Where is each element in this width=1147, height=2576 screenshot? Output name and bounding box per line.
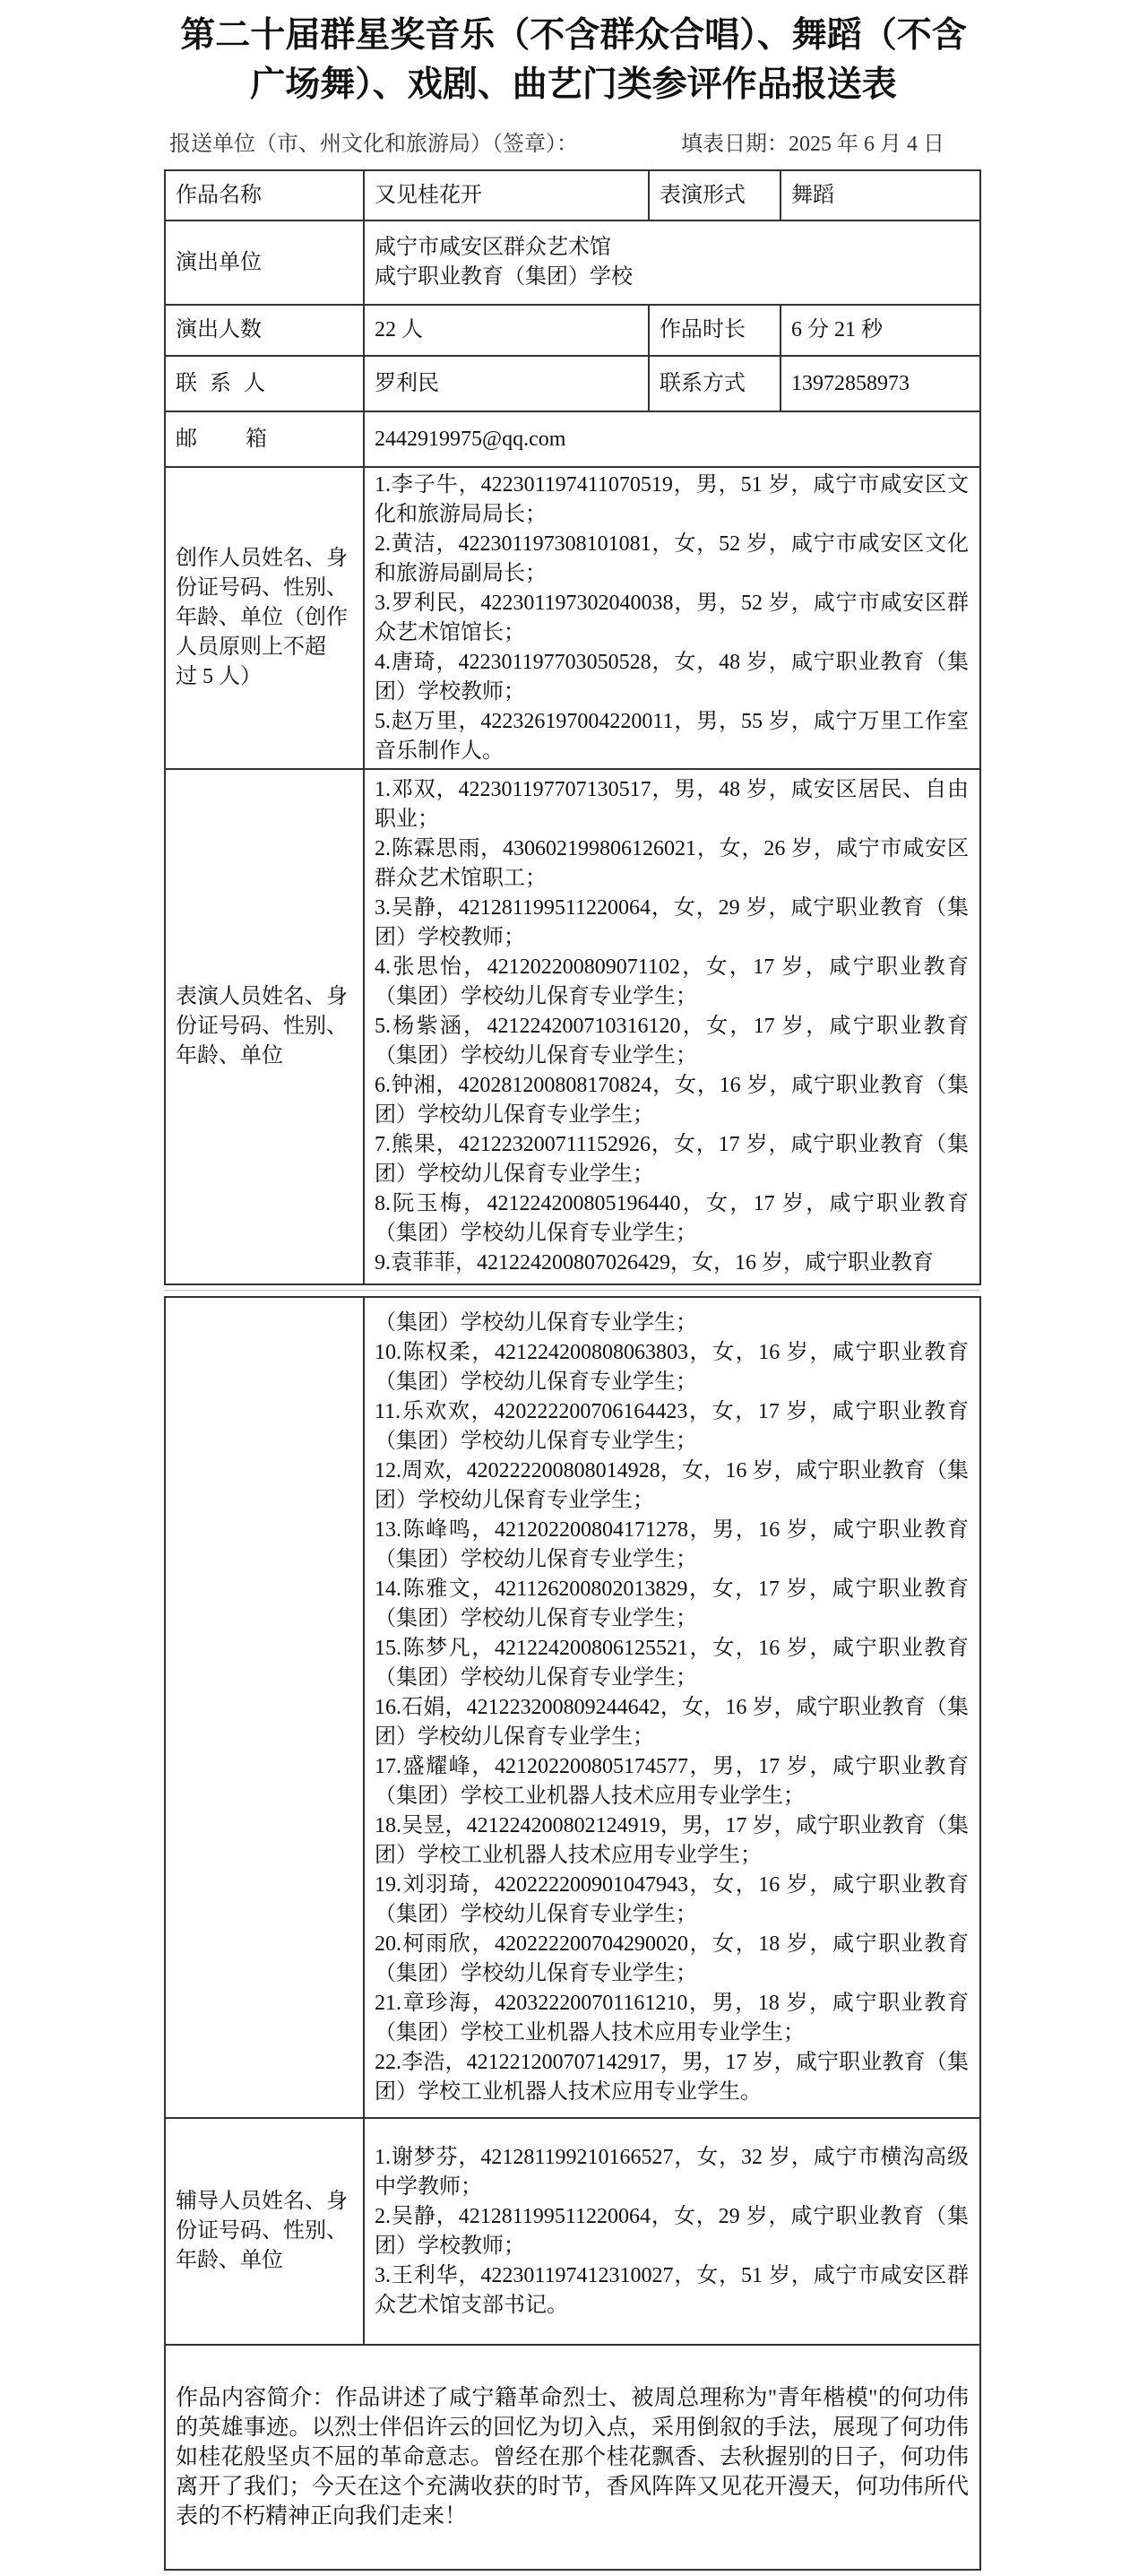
performer-list-item: 11.乐欢欢，420222200706164423，女，17 岁，咸宁职业教育（集团）学校幼儿保育专业学生； xyxy=(375,1399,970,1453)
row-intro xyxy=(165,2345,980,2570)
creator-list-item: 5.赵万里，422326197004220011，男，55 岁，咸宁万里工作室音乐制作人。 xyxy=(375,709,969,763)
phone-value-cell xyxy=(780,356,980,411)
performer-list-item: 15.陈梦凡，421224200806125521，女，16 岁，咸宁职业教育（集团）学校幼儿保育专业学生； xyxy=(375,1636,970,1690)
creators-label-cell xyxy=(165,467,364,769)
intro-text: 作品内容简介：作品讲述了咸宁籍革命烈士、被周总理称为"青年楷模"的何功伟的英雄事迹。以烈士伴侣许云的回忆为切入点，采用倒叙的手法，展现了何功伟如桂花般坚贞不屈的革命意志。曾经在那个桂花飘香、去秋握别的日子，何功伟离开了我们；今天在这个充满收获的时节，香风阵阵又见花开漫天，何功伟所代表的不朽精神正向我们走来！ xyxy=(176,2386,970,2528)
creators-label-line: 人员原则上不超 xyxy=(176,635,326,659)
performer-list-item: 10.陈权柔，421224200808063803，女，16 岁，咸宁职业教育（集团）学校幼儿保育专业学生； xyxy=(375,1340,970,1394)
performer-list-item: 12.周欢，420222200808014928，女，16 岁，咸宁职业教育（集团）学校幼儿保育专业学生； xyxy=(375,1458,970,1512)
performing-unit-label: 演出单位 xyxy=(176,250,262,274)
performance-form-value-cell xyxy=(780,170,980,220)
creator-list-item: 3.罗利民，422301197302040038，男，52 岁，咸宁市咸安区群众艺术馆馆长； xyxy=(375,591,969,644)
row-creators xyxy=(165,467,980,769)
email-value: 2442919975@qq.com xyxy=(375,427,566,451)
performer-count-label-cell xyxy=(165,305,364,356)
performer-list-item: 13.陈峰鸣，421202200804171278，男，16 岁，咸宁职业教育（集团）学校幼儿保育专业学生； xyxy=(375,1517,970,1571)
performers-list-page-1 xyxy=(364,769,980,1284)
performance-form-value: 舞蹈 xyxy=(791,183,834,207)
performer-count-value-cell xyxy=(364,305,649,356)
creator-list-item: 1.李子牛，422301197411070519，男，51 岁，咸宁市咸安区文化和旅游局局长； xyxy=(375,472,969,526)
performer-count-value: 22 人 xyxy=(375,318,423,341)
performer-list-item: 20.柯雨欣，420222200704290020，女，18 岁，咸宁职业教育（集团）学校幼儿保育专业学生； xyxy=(375,1932,970,1985)
performer-list-item: 17.盛耀峰，421202200805174577，男，17 岁，咸宁职业教育（集团）学校工业机器人技术应用专业学生； xyxy=(375,1754,970,1808)
work-name-value: 又见桂花开 xyxy=(375,183,482,207)
email-label-cell xyxy=(165,411,364,467)
fill-date: 填表日期：2025 年 6 月 4 日 xyxy=(681,133,944,156)
performer-list-item: 1.邓双，422301197707130517，男，48 岁，咸安区居民、自由职业； xyxy=(375,778,969,831)
performer-list-item: 22.李浩，421221200707142917，男，17 岁，咸宁职业教育（集团）学校工业机器人技术应用专业学生。 xyxy=(375,2050,970,2104)
phone-value: 13972858973 xyxy=(791,371,910,395)
performer-list-item: 6.钟湘，420281200808170824，女，16 岁，咸宁职业教育（集团）学校幼儿保育专业学生； xyxy=(375,1074,969,1127)
performance-form-label: 表演形式 xyxy=(660,183,746,207)
email-label: 邮 箱 xyxy=(176,427,267,451)
duration-value-cell xyxy=(780,305,980,356)
tutor-list-item: 1.谢梦芬，421281199210166527，女，32 岁，咸宁市横沟高级中学教师； xyxy=(375,2145,970,2199)
performer-list-item: 16.石娟，421223200809244642，女，16 岁，咸宁职业教育（集团）学校幼儿保育专业学生； xyxy=(375,1695,970,1749)
duration-value: 6 分 21 秒 xyxy=(791,318,883,341)
performer-list-item: 5.杨紫涵，421224200710316120，女，17 岁，咸宁职业教育（集团）学校幼儿保育专业学生； xyxy=(375,1015,969,1068)
work-name-value-cell xyxy=(364,170,649,220)
row-performers xyxy=(165,769,980,1284)
form-title-line-2: 广场舞）、戏剧、曲艺门类参评作品报送表 xyxy=(250,65,897,104)
creator-list-item: 4.唐琦，422301197703050528，女，48 岁，咸宁职业教育（集团）学校教师； xyxy=(375,650,969,704)
row-work-name xyxy=(165,170,980,220)
duration-label: 作品时长 xyxy=(660,318,746,341)
phone-label: 联系方式 xyxy=(660,371,746,395)
empty-label-cell xyxy=(165,1297,364,2118)
creators-label-line: 份证号码、性别、 xyxy=(176,576,348,600)
performer-list-item: 19.刘羽琦，420222200901047943，女，16 岁，咸宁职业教育（集团）学校幼儿保育专业学生； xyxy=(375,1872,970,1926)
work-name-label: 作品名称 xyxy=(176,183,262,207)
row-email xyxy=(165,411,980,467)
creator-list-item: 2.黄洁，422301197308101081，女，52 岁，咸宁市咸安区文化和旅游局副局长； xyxy=(375,532,969,585)
performer-list-item: 14.陈雅文，421126200802013829，女，17 岁，咸宁职业教育（集团）学校幼儿保育专业学生； xyxy=(375,1577,970,1630)
row-contact xyxy=(165,356,980,411)
performer-list-item: 4.张思怡，421202200809071102，女，17 岁，咸宁职业教育（集团）学校幼儿保育专业学生； xyxy=(375,955,969,1008)
performers-label-line: 年龄、单位 xyxy=(176,1044,283,1068)
performer-list-item: 8.阮玉梅，421224200805196440，女，17 岁，咸宁职业教育（集团）学校幼儿保育专业学生； xyxy=(375,1192,969,1245)
row-performing-unit xyxy=(165,220,980,305)
performing-unit-label-cell xyxy=(165,220,364,305)
performers-label-line: 表演人员姓名、身 xyxy=(176,985,348,1008)
performance-form-label-cell xyxy=(649,170,780,220)
performers-label-line: 份证号码、性别、 xyxy=(176,1015,348,1038)
tutors-label-line: 辅导人员姓名、身 xyxy=(176,2190,348,2213)
performer-list-item: 2.陈霖思雨，430602199806126021，女，26 岁，咸宁市咸安区群众艺术馆职工； xyxy=(375,837,969,890)
creators-label-line: 创作人员姓名、身 xyxy=(176,547,348,570)
performer-count-label: 演出人数 xyxy=(176,318,262,341)
performing-unit-2: 咸宁职业教育（集团）学校 xyxy=(375,265,633,289)
performer-list-item: 3.吴静，421281199511220064，女，29 岁，咸宁职业教育（集团）学校教师； xyxy=(375,896,969,949)
performer-list-item: 9.袁菲菲，421224200807026429，女，16 岁，咸宁职业教育 xyxy=(375,1251,934,1275)
performers-label-cell xyxy=(165,769,364,1284)
intro-cell xyxy=(165,2345,980,2570)
submitting-unit-label: 报送单位（市、州文化和旅游局）（签章）： xyxy=(169,133,578,156)
creators-label-line: 过 5 人） xyxy=(176,665,262,688)
tutor-list-item: 2.吴静，421281199511220064，女，29 岁，咸宁职业教育（集团）学校教师； xyxy=(375,2204,970,2258)
performing-unit-1: 咸宁市咸安区群众艺术馆 xyxy=(375,236,611,259)
entry-form-table-page-1 xyxy=(164,169,981,1285)
row-performers-continued xyxy=(165,1297,980,2118)
contact-value: 罗利民 xyxy=(375,371,439,395)
form-title-line-1: 第二十届群星奖音乐（不含群众合唱）、舞蹈（不含 xyxy=(180,16,967,55)
tutors-label-line: 份证号码、性别、 xyxy=(176,2219,348,2243)
row-tutors xyxy=(165,2118,980,2345)
phone-label-cell xyxy=(649,356,780,411)
creators-list xyxy=(364,467,980,769)
performer-list-item: 7.熊果，421223200711152926，女，17 岁，咸宁职业教育（集团）学校幼儿保育专业学生； xyxy=(375,1133,969,1186)
performers-list-page-2 xyxy=(364,1297,980,2118)
creators-label-line: 年龄、单位（创作 xyxy=(176,606,348,629)
page-break-line xyxy=(164,1290,979,1291)
email-value-cell xyxy=(364,411,980,467)
form-title xyxy=(0,11,1147,109)
performer-list-item: 18.吴昱，421224200802124919，男，17 岁，咸宁职业教育（集团）学校工业机器人技术应用专业学生； xyxy=(375,1813,970,1867)
row-performer-count xyxy=(165,305,980,356)
contact-value-cell xyxy=(364,356,649,411)
contact-label: 联 系 人 xyxy=(176,371,265,395)
duration-label-cell xyxy=(649,305,780,356)
tutors-label-line: 年龄、单位 xyxy=(176,2249,283,2272)
tutors-label-cell xyxy=(165,2118,364,2345)
entry-form-table-page-2 xyxy=(164,1296,981,2571)
tutors-list xyxy=(364,2118,980,2345)
performer-list-item: 21.章珍海，420322200701161210，男，18 岁，咸宁职业教育（集团）学校工业机器人技术应用专业学生； xyxy=(375,1991,970,2044)
work-name-label-cell xyxy=(165,170,364,220)
tutor-list-item: 3.王利华，422301197412310027，女，51 岁，咸宁市咸安区群众艺术馆支部书记。 xyxy=(375,2263,970,2317)
performing-unit-value-cell xyxy=(364,220,980,305)
performer-list-item: （集团）学校幼儿保育专业学生； xyxy=(375,1310,697,1335)
contact-label-cell xyxy=(165,356,364,411)
